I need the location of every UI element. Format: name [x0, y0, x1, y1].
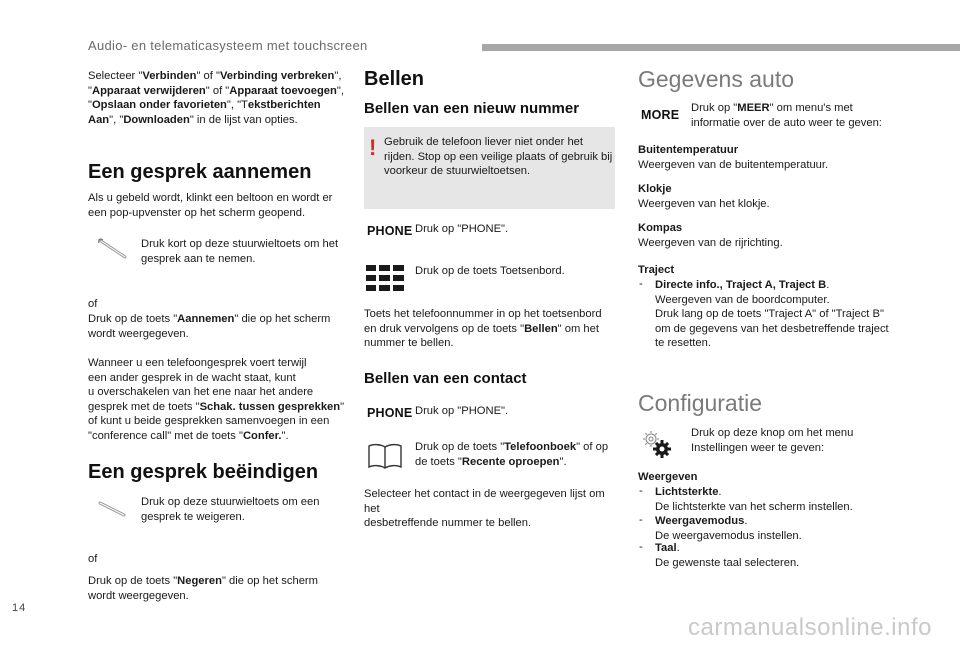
enter-number-paragraph: Toets het telefoonnummer in op het toetsenbord en druk vervolgens op de toets "Bellen" om het nummer te bellen.	[364, 308, 602, 350]
intro-paragraph: Selecteer "Verbinden" of "Verbinding verbreken", "Apparaat verwijderen" of "Apparaat toevoegen", "Opslaan onder favorieten", "Tekstberichten Aan", "Downloaden" in de lijst van opties.	[88, 70, 344, 126]
phone-text-2: Druk op "PHONE".	[415, 405, 509, 417]
outside-temp-text: Weergeven van de buitentemperatuur.	[638, 159, 829, 171]
phonebook-text: Druk op de toets "Telefoonboek" of op de toets "Recente oproepen".	[415, 441, 609, 468]
compass-label: Kompas	[638, 222, 683, 234]
page-header-title: Audio- en telematicasysteem met touchscreen	[88, 38, 368, 53]
select-contact-paragraph: Selecteer het contact in de weergegeven lijst om het desbetreffende nummer te bellen.	[364, 488, 605, 530]
page-number: 14	[12, 602, 27, 614]
header-bar	[482, 44, 960, 51]
keypad-text: Druk op de toets Toetsenbord.	[415, 265, 565, 277]
answer-intro-paragraph: Als u gebeld wordt, klinkt een beltoon en wordt er een pop-upvenster op het scherm geopend.	[88, 192, 333, 219]
settings-gear-icon	[640, 427, 674, 461]
list-item-display-mode: Weergavemodus. De weergavemodus instellen.	[655, 515, 802, 542]
list-dash: -	[639, 514, 643, 526]
answer-icon-text: Druk kort op deze stuurwieltoets om het gesprek aan te nemen.	[141, 238, 339, 265]
clock-label: Klokje	[638, 183, 672, 195]
steering-wheel-button-icon	[95, 237, 131, 265]
list-item-brightness: Lichtsterkte. De lichtsterkte van het scherm instellen.	[655, 486, 853, 513]
compass-text: Weergeven van de rijrichting.	[638, 237, 783, 249]
trip-label: Traject	[638, 264, 675, 276]
keypad-icon	[366, 265, 404, 291]
configuration-heading: Configuratie	[638, 390, 763, 416]
calling-heading: Bellen	[364, 68, 425, 90]
warning-text: Gebruik de telefoon liever niet onder het rijden. Stop op een veilige plaats of gebruik bij voorkeur de stuurwieltoetsen.	[384, 136, 613, 178]
phone-button-icon: PHONE	[367, 406, 413, 420]
phonebook-icon	[367, 442, 403, 470]
steering-wheel-button-icon	[95, 495, 131, 523]
display-label: Weergeven	[638, 471, 698, 483]
list-item-language: Taal. De gewenste taal selecteren.	[655, 542, 800, 569]
phone-text: Druk op "PHONE".	[415, 223, 509, 235]
end-or: of	[88, 553, 98, 565]
clock-text: Weergeven van het klokje.	[638, 198, 770, 210]
end-call-heading: Een gesprek beëindigen	[88, 461, 319, 483]
watermark: carmanualsonline.info	[688, 614, 932, 641]
warning-icon: !	[369, 135, 377, 160]
more-text: Druk op "MEER" om menu's met informatie over de auto weer te geven:	[691, 102, 882, 129]
phone-button-icon: PHONE	[367, 224, 413, 238]
vehicle-data-heading: Gegevens auto	[638, 66, 795, 92]
end-icon-text: Druk op deze stuurwieltoets om een gesprek te weigeren.	[141, 496, 320, 523]
answer-or: of	[88, 298, 98, 310]
trip-item: Directe info., Traject A, Traject B. Weergeven van de boordcomputer. Druk lang op de toets "Traject A" of "Traject B" om de gegevens van het desbetreffende traject te resetten.	[655, 279, 889, 350]
contact-call-heading: Bellen van een contact	[364, 370, 527, 387]
list-dash: -	[639, 541, 643, 553]
config-text: Druk op deze knop om het menu Instellingen weer te geven:	[691, 427, 854, 454]
more-button-icon: MORE	[641, 108, 680, 122]
call-waiting-paragraph: Wanneer u een telefoongesprek voert terwijl een ander gesprek in de wacht staat, kunt u overschakelen van het ene naar het andere gesprek met de toets "Schak. tussen gesprekken" of kunt u beide gesprekken samenvoegen in een "conference call" met de toets "Confer.".	[88, 357, 345, 442]
answer-button-paragraph: Druk op de toets "Aannemen" die op het scherm wordt weergegeven.	[88, 313, 331, 340]
list-dash: -	[639, 485, 643, 497]
end-button-paragraph: Druk op de toets "Negeren" die op het scherm wordt weergegeven.	[88, 575, 318, 602]
trip-dash: -	[639, 278, 643, 290]
outside-temp-label: Buitentemperatuur	[638, 144, 739, 156]
new-number-heading: Bellen van een nieuw nummer	[364, 100, 580, 117]
answer-call-heading: Een gesprek aannemen	[88, 161, 312, 183]
